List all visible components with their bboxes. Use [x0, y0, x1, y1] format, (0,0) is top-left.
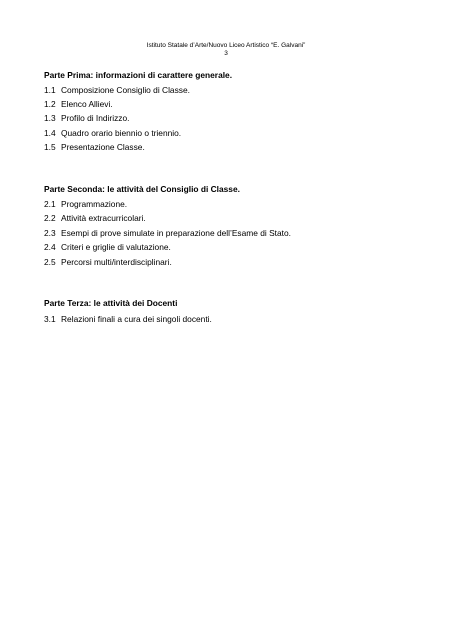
toc-item-1-2: [44, 99, 113, 109]
toc-item-1-4: [44, 128, 181, 138]
toc-item-text: Elenco Allievi.: [61, 99, 113, 109]
toc-item-number: 1.3: [44, 113, 56, 123]
section-title-parte-terza: Parte Terza: le attività dei Docenti: [44, 298, 178, 308]
toc-item-text: Criteri e griglie di valutazione.: [61, 242, 171, 252]
page-header: [0, 42, 452, 58]
toc-item-1-3: [44, 113, 129, 123]
toc-item-number: 1.5: [44, 142, 56, 152]
toc-item-text: Programmazione.: [61, 199, 128, 209]
section-title-parte-prima: Parte Prima: informazioni di carattere generale.: [44, 70, 233, 80]
toc-item-3-1: [44, 314, 212, 324]
toc-item-number: 2.3: [44, 228, 56, 238]
toc-item-text: Quadro orario biennio o triennio.: [61, 128, 182, 138]
toc-item-text: Profilo di Indirizzo.: [61, 113, 130, 123]
toc-item-number: 1.1: [44, 85, 56, 95]
toc-item-2-5: [44, 257, 172, 267]
toc-item-text: Composizione Consiglio di Classe.: [61, 85, 190, 95]
toc-item-text: Attività extracurricolari.: [61, 213, 146, 223]
toc-item-number: 1.4: [44, 128, 56, 138]
toc-item-number: 2.4: [44, 242, 56, 252]
toc-item-2-4: [44, 242, 171, 252]
toc-item-number: 2.1: [44, 199, 56, 209]
toc-item-number: 1.2: [44, 99, 56, 109]
toc-item-text: Esempi di prove simulate in preparazione dell’Esame di Stato.: [61, 228, 291, 238]
toc-item-number: 3.1: [44, 314, 56, 324]
toc-item-text: Percorsi multi/interdisciplinari.: [61, 257, 172, 267]
toc-item-2-2: [44, 213, 146, 223]
section-title-parte-seconda: Parte Seconda: le attività del Consiglio di Classe.: [44, 184, 240, 194]
header-institution: Istituto Statale d’Arte/Nuovo Liceo Artistico “E. Galvani”: [146, 42, 306, 49]
toc-item-number: 2.5: [44, 257, 56, 267]
toc-item-1-1: [44, 85, 190, 95]
toc-item-2-3: [44, 228, 291, 238]
toc-item-text: Relazioni finali a cura dei singoli docenti.: [61, 314, 212, 324]
toc-item-2-1: [44, 199, 127, 209]
toc-item-number: 2.2: [44, 213, 56, 223]
page-number: 3: [224, 50, 228, 57]
toc-item-1-5: [44, 142, 145, 152]
toc-item-text: Presentazione Classe.: [61, 142, 145, 152]
